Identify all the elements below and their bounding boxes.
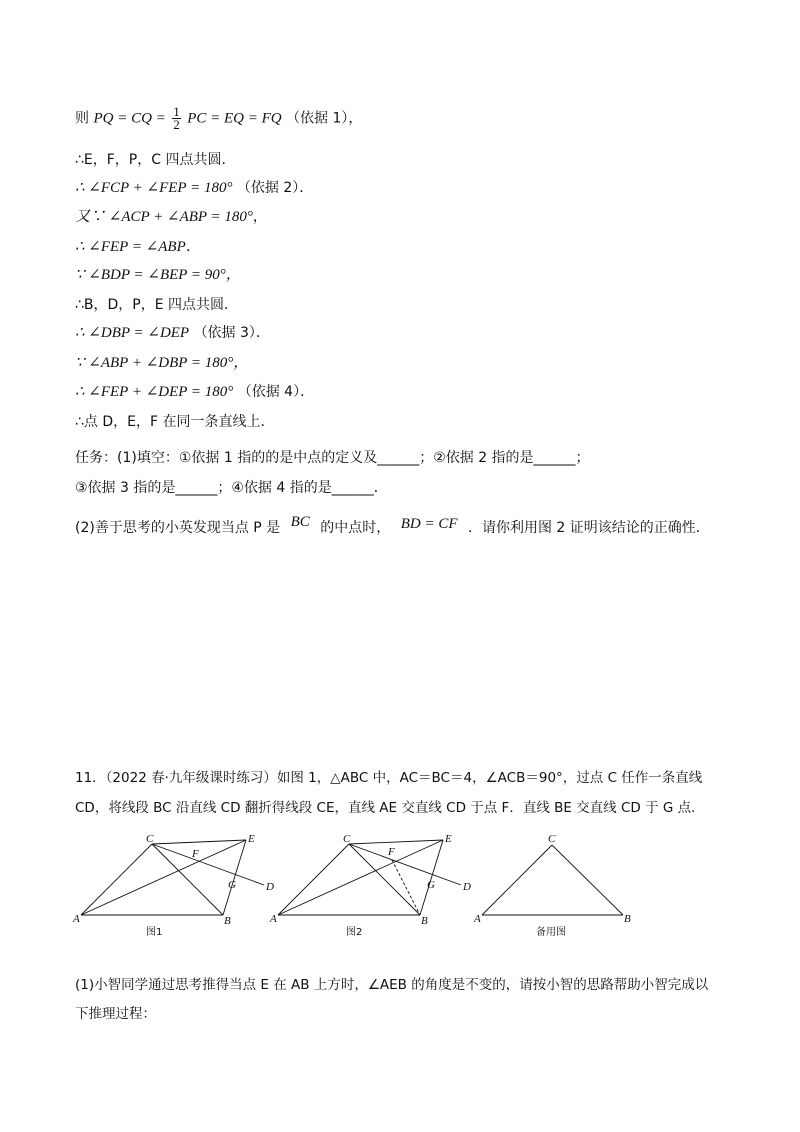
proof-line-9: ∵ ∠ABP + ∠DBP = 180°， <box>75 355 249 371</box>
proof-line-1 <box>75 106 362 131</box>
figure-2 <box>278 840 461 915</box>
figure-spare <box>482 845 623 915</box>
proof-line-1-eq1: PQ = CQ = <box>93 110 166 127</box>
label-f: F <box>388 846 395 858</box>
task-line-3-pre: (2)善于思考的小英发现当点 P 是 <box>75 520 281 536</box>
proof-line-2: ∴E，F，P，C 四点共圆． <box>75 152 236 168</box>
task-line-3-mid: 的中点时， <box>320 520 391 536</box>
label-c: C <box>548 833 556 845</box>
fraction-one-half <box>172 106 181 131</box>
label-a: A <box>270 913 277 925</box>
label-c: C <box>343 833 351 845</box>
proof-line-3-math: ∴ ∠FCP + ∠FEP = 180° <box>75 180 233 196</box>
proof-line-4 <box>75 207 267 227</box>
proof-line-1-eq2: PC = EQ = FQ <box>187 110 282 127</box>
proof-line-4-end: ， <box>252 209 267 225</box>
proof-line-10-basis: （依据 4）． <box>237 384 315 400</box>
label-e: E <box>445 833 452 845</box>
figure-1-caption: 图1 <box>146 927 163 938</box>
proof-line-4-math: 又∵ ∠ACP + ∠ABP = 180° <box>75 209 253 225</box>
label-f: F <box>192 848 199 860</box>
proof-line-7: ∴B，D，P，E 四点共圆． <box>75 297 239 313</box>
proof-line-8-math: ∴ ∠DBP = ∠DEP <box>75 325 190 341</box>
label-g: G <box>427 879 435 891</box>
task-line-1: 任务：(1)填空：①依据 1 指的的是中点的定义及______；②依据 2 指的是______； <box>75 450 590 466</box>
proof-line-8 <box>75 323 270 343</box>
label-a: A <box>73 913 80 925</box>
label-a: A <box>474 913 481 925</box>
task-line-3-eq: BD = CF <box>400 516 458 532</box>
task-line-3-post: ．请你利用图 2 证明该结论的正确性． <box>467 520 710 536</box>
task-line-2: ③依据 3 指的是______；④依据 4 指的是______． <box>75 480 388 496</box>
proof-line-5: ∴ ∠FEP = ∠ABP． <box>75 239 201 255</box>
proof-line-10 <box>75 382 314 402</box>
proof-line-1-pre: 则 <box>75 110 89 127</box>
figure-spare-labels <box>473 833 631 938</box>
fraction-numerator: 1 <box>173 104 180 119</box>
geometry-figures <box>68 822 648 952</box>
q11-line-2: CD，将线段 BC 沿直线 CD 翻折得线段 CE，直线 AE 交直线 CD 于点 F．直线 BE 交直线 CD 于 G 点． <box>75 800 705 816</box>
label-b: B <box>624 913 631 925</box>
figure-spare-caption: 备用图 <box>536 927 566 938</box>
proof-line-3-basis: （依据 2）． <box>236 180 314 196</box>
label-d: D <box>266 881 274 893</box>
figure-1 <box>81 840 264 915</box>
proof-line-8-basis: （依据 3）． <box>193 325 270 341</box>
label-d: D <box>463 881 471 893</box>
label-e: E <box>248 833 255 845</box>
q11-line-1: 11．（2022 春·九年级课时练习）如图 1，△ABC 中，AC＝BC＝4，∠ACB＝90°，过点 C 任作一条直线 <box>75 770 703 786</box>
arc-bc: BC <box>290 514 310 530</box>
proof-line-6: ∵ ∠BDP = ∠BEP = 90°， <box>75 267 241 283</box>
label-c: C <box>146 833 154 845</box>
figure-2-caption: 图2 <box>346 927 363 938</box>
proof-line-1-basis: （依据 1）， <box>286 110 363 127</box>
fraction-denominator: 2 <box>173 117 180 132</box>
label-b: B <box>421 915 428 927</box>
q11-part1-line-2: 下推理过程： <box>75 1006 156 1022</box>
proof-line-3 <box>75 178 313 198</box>
task-line-3 <box>75 514 710 538</box>
label-b: B <box>224 915 231 927</box>
q11-part1-line-1: (1)小智同学通过思考推得当点 E 在 AB 上方时，∠AEB 的角度是不变的，请按小智的思路帮助小智完成以 <box>75 977 709 993</box>
label-g: G <box>228 879 236 891</box>
proof-line-10-math: ∴ ∠FEP + ∠DEP = 180° <box>75 384 234 400</box>
proof-line-11: ∴点 D，E，F 在同一条直线上． <box>75 414 275 430</box>
